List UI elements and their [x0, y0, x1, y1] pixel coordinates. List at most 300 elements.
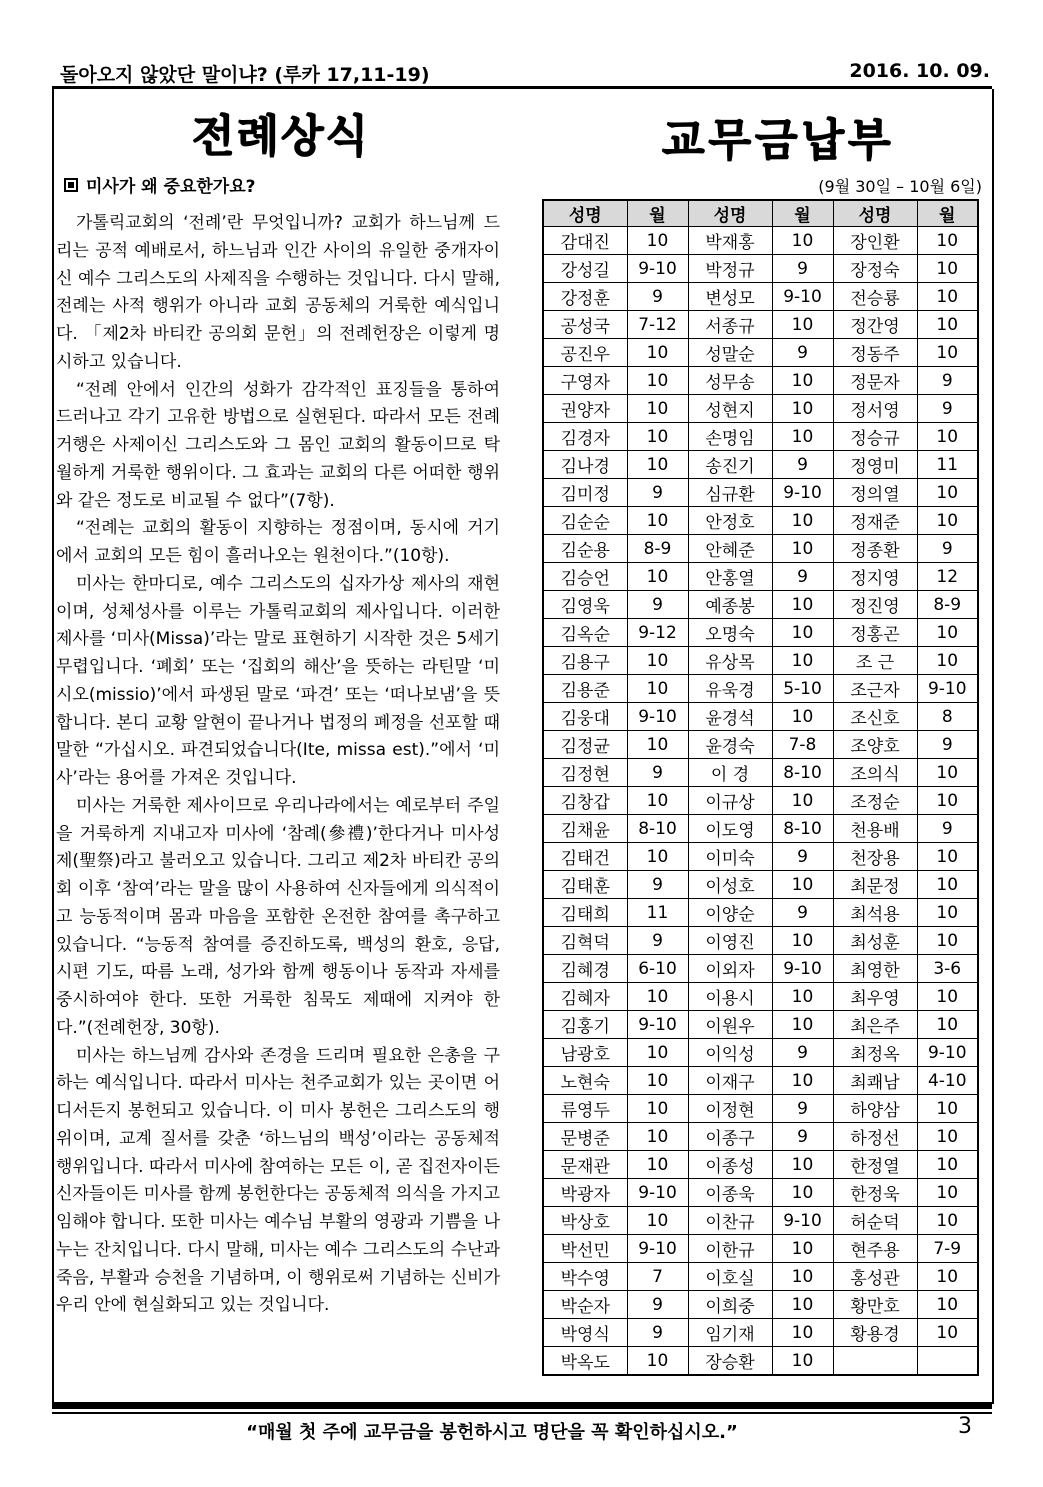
donor-name-cell: 오명숙 — [688, 619, 772, 647]
donor-month-cell: 7-12 — [627, 311, 688, 339]
donor-month-cell: 10 — [627, 787, 688, 815]
donor-name-cell: 김창갑 — [543, 787, 627, 815]
table-row — [543, 1179, 978, 1207]
donor-month-cell: 9 — [917, 535, 978, 563]
donor-name-cell: 조근자 — [833, 675, 917, 703]
donor-month-cell: 10 — [917, 899, 978, 927]
page-header — [52, 58, 992, 88]
donor-month-cell: 8 — [917, 703, 978, 731]
donor-month-cell: 10 — [627, 1039, 688, 1067]
donor-month-cell: 9-10 — [772, 1207, 833, 1235]
donor-name-cell: 박정규 — [688, 255, 772, 283]
donor-month-cell: 9 — [917, 731, 978, 759]
donor-month-cell: 9-10 — [917, 675, 978, 703]
donor-month-cell: 10 — [917, 1207, 978, 1235]
donor-name-cell: 김홍기 — [543, 1011, 627, 1039]
table-row — [543, 1095, 978, 1123]
donor-month-cell: 9 — [917, 395, 978, 423]
donor-name-cell: 김미정 — [543, 479, 627, 507]
donor-month-cell: 9 — [772, 843, 833, 871]
donor-month-cell: 9 — [772, 1095, 833, 1123]
table-row — [543, 227, 978, 255]
donor-month-cell: 10 — [772, 395, 833, 423]
donor-name-cell: 황용경 — [833, 1319, 917, 1347]
donor-name-cell: 박재홍 — [688, 227, 772, 255]
donor-name-cell: 김혁덕 — [543, 927, 627, 955]
donor-name-cell: 성현지 — [688, 395, 772, 423]
donation-table — [542, 199, 979, 1376]
donor-name-cell: 정진영 — [833, 591, 917, 619]
donor-month-cell: 10 — [917, 843, 978, 871]
donor-name-cell: 홍성관 — [833, 1263, 917, 1291]
donor-name-cell: 이용시 — [688, 983, 772, 1011]
donor-month-cell: 9-10 — [627, 1235, 688, 1263]
donor-month-cell: 10 — [917, 1319, 978, 1347]
donor-month-cell: 10 — [917, 759, 978, 787]
donor-month-cell: 10 — [772, 703, 833, 731]
donation-table-body — [543, 227, 978, 1376]
donor-name-cell: 김정현 — [543, 759, 627, 787]
table-row — [543, 255, 978, 283]
donor-month-cell: 10 — [772, 1291, 833, 1319]
donor-month-cell: 10 — [627, 367, 688, 395]
column-header-month: 월 — [627, 200, 688, 227]
donor-month-cell: 3-6 — [917, 955, 978, 983]
donor-name-cell: 이종구 — [688, 1123, 772, 1151]
donor-name-cell: 성무송 — [688, 367, 772, 395]
donor-name-cell: 박선민 — [543, 1235, 627, 1263]
donor-month-cell: 9 — [772, 899, 833, 927]
donor-month-cell: 10 — [627, 227, 688, 255]
donor-name-cell: 박상호 — [543, 1207, 627, 1235]
table-row — [543, 731, 978, 759]
donor-month-cell: 8-10 — [772, 759, 833, 787]
donor-name-cell: 정지영 — [833, 563, 917, 591]
donor-month-cell: 10 — [917, 1011, 978, 1039]
table-row — [543, 563, 978, 591]
donor-month-cell: 6-10 — [627, 955, 688, 983]
table-header-row — [543, 200, 978, 227]
donor-name-cell: 조정순 — [833, 787, 917, 815]
donor-month-cell: 10 — [627, 423, 688, 451]
donation-title: 교무금납부 — [662, 115, 895, 166]
table-row — [543, 843, 978, 871]
donor-name-cell: 천장용 — [833, 843, 917, 871]
donor-month-cell: 9-10 — [772, 955, 833, 983]
donor-month-cell: 10 — [917, 619, 978, 647]
donor-month-cell: 5-10 — [772, 675, 833, 703]
donor-name-cell: 안홍열 — [688, 563, 772, 591]
donor-month-cell: 4-10 — [917, 1067, 978, 1095]
donor-month-cell: 10 — [627, 1347, 688, 1376]
table-row — [543, 983, 978, 1011]
table-row — [543, 451, 978, 479]
donor-month-cell: 10 — [772, 423, 833, 451]
donor-name-cell: 최쾌남 — [833, 1067, 917, 1095]
donor-name-cell: 최석용 — [833, 899, 917, 927]
article-paragraph: 미사는 거룩한 제사이므로 우리나라에서는 예로부터 주일을 거룩하게 지내고자 미사에 ‘참례(參禮)’한다거나 미사성제(聖祭)라고 불러오고 있습니다. 그리고 제2차 바티칸 공의회 이후 ‘참여’라는 말을 많이 사용하여 신자들에게 의식적이고 능동적이며 몸과 마음을 포함한 온전한 참여를 촉구하고 있습니다. “능동적 참여를 증진하도록, 백성의 환호, 응답, 시편 기도, 따름 노래, 성가와 함께 행동이나 동작과 자세를 중시하여야 한다. 또한 거룩한 침묵도 제때에 지켜야 한다.”(전례헌장, 30항). — [56, 795, 500, 1038]
donor-month-cell: 11 — [627, 899, 688, 927]
donor-month-cell: 9 — [772, 339, 833, 367]
donor-month-cell: 8-9 — [917, 591, 978, 619]
donor-name-cell: 김경자 — [543, 423, 627, 451]
donor-month-cell: 10 — [772, 619, 833, 647]
donor-month-cell: 10 — [627, 1151, 688, 1179]
donor-month-cell: 8-10 — [627, 815, 688, 843]
donor-name-cell: 박광자 — [543, 1179, 627, 1207]
donor-month-cell: 10 — [772, 927, 833, 955]
donor-month-cell: 10 — [627, 675, 688, 703]
donor-name-cell: 최우영 — [833, 983, 917, 1011]
donor-name-cell: 정의열 — [833, 479, 917, 507]
donor-month-cell: 10 — [917, 255, 978, 283]
donor-name-cell: 김용구 — [543, 647, 627, 675]
donor-month-cell: 10 — [772, 1011, 833, 1039]
donor-month-cell: 12 — [917, 563, 978, 591]
donor-name-cell: 이미숙 — [688, 843, 772, 871]
donor-month-cell: 9 — [627, 927, 688, 955]
table-row — [543, 367, 978, 395]
donor-month-cell: 10 — [627, 1067, 688, 1095]
donor-month-cell: 10 — [627, 507, 688, 535]
donor-name-cell: 김웅대 — [543, 703, 627, 731]
footer-slogan: “매월 첫 주에 교무금을 봉헌하시고 명단을 꼭 확인하십시오.” — [246, 1422, 738, 1443]
donor-month-cell: 10 — [772, 367, 833, 395]
donor-month-cell: 9 — [627, 1291, 688, 1319]
donor-month-cell: 10 — [917, 787, 978, 815]
donor-name-cell: 류영두 — [543, 1095, 627, 1123]
donor-name-cell: 장인환 — [833, 227, 917, 255]
donor-name-cell: 이찬규 — [688, 1207, 772, 1235]
donor-name-cell: 구영자 — [543, 367, 627, 395]
donor-name-cell: 이종욱 — [688, 1179, 772, 1207]
article-paragraph: 미사는 한마디로, 예수 그리스도의 십자가상 제사의 재현이며, 성체성사를 이루는 가톨릭교회의 제사입니다. 이러한 제사를 ‘미사(Missa)’라는 말로 표현하기 시작한 것은 5세기 무렵입니다. ‘폐회’ 또는 ‘집회의 해산’을 뜻하는 라틴말 ‘미시오(missio)’에서 파생된 말로 ‘파견’ 또는 ‘떠나보냄’을 뜻합니다. 본디 교황 알현이 끝나거나 법정의 폐정을 선포할 때 말한 “가십시오. 파견되었습니다(Ite, missa est).”에서 ‘미사’라는 용어를 가져온 것입니다. — [56, 573, 500, 788]
donor-name-cell: 김정균 — [543, 731, 627, 759]
donor-month-cell: 9 — [772, 1123, 833, 1151]
donor-name-cell: 조신호 — [833, 703, 917, 731]
column-header-name: 성명 — [688, 200, 772, 227]
donor-month-cell: 9 — [627, 591, 688, 619]
donor-name-cell: 박수영 — [543, 1263, 627, 1291]
donor-name-cell: 김승언 — [543, 563, 627, 591]
donor-name-cell: 예종봉 — [688, 591, 772, 619]
gospel-verse: 돌아오지 않았단 말이냐? (루카 17,11-19) — [60, 64, 430, 86]
donor-month-cell: 10 — [917, 1123, 978, 1151]
table-row — [543, 339, 978, 367]
donor-name-cell: 손명임 — [688, 423, 772, 451]
donor-name-cell: 정서영 — [833, 395, 917, 423]
donor-month-cell: 10 — [917, 1263, 978, 1291]
donor-month-cell: 10 — [917, 423, 978, 451]
donor-month-cell: 10 — [772, 983, 833, 1011]
donor-name-cell: 조 근 — [833, 647, 917, 675]
table-row — [543, 703, 978, 731]
donor-name-cell: 이양순 — [688, 899, 772, 927]
donor-name-cell: 이정현 — [688, 1095, 772, 1123]
column-header-month: 월 — [772, 200, 833, 227]
table-row — [543, 535, 978, 563]
donor-name-cell: 김순순 — [543, 507, 627, 535]
donor-name-cell: 정재준 — [833, 507, 917, 535]
donor-name-cell: 최은주 — [833, 1011, 917, 1039]
donor-name-cell: 김혜경 — [543, 955, 627, 983]
table-row — [543, 675, 978, 703]
donor-name-cell: 안혜준 — [688, 535, 772, 563]
donor-name-cell: 최문정 — [833, 871, 917, 899]
donor-name-cell: 이한규 — [688, 1235, 772, 1263]
donor-name-cell: 김태건 — [543, 843, 627, 871]
table-row — [543, 479, 978, 507]
donation-period: (9월 30일 – 10월 6일) — [818, 177, 982, 196]
donor-month-cell: 10 — [627, 395, 688, 423]
donor-name-cell: 임기재 — [688, 1319, 772, 1347]
donor-name-cell: 박옥도 — [543, 1347, 627, 1376]
donor-name-cell: 이성호 — [688, 871, 772, 899]
donor-month-cell: 8-10 — [772, 815, 833, 843]
table-row — [543, 1263, 978, 1291]
donor-name-cell: 허순덕 — [833, 1207, 917, 1235]
donor-name-cell: 유욱경 — [688, 675, 772, 703]
donor-month-cell: 9 — [772, 451, 833, 479]
donor-month-cell: 9-10 — [627, 255, 688, 283]
donor-month-cell: 7-8 — [772, 731, 833, 759]
donor-name-cell: 한정열 — [833, 1151, 917, 1179]
article-body — [56, 210, 500, 1320]
donor-name-cell: 유상목 — [688, 647, 772, 675]
donor-month-cell: 7-9 — [917, 1235, 978, 1263]
donor-month-cell: 10 — [917, 983, 978, 1011]
donor-month-cell: 10 — [772, 1067, 833, 1095]
donor-month-cell: 9 — [627, 871, 688, 899]
column-header-name: 성명 — [833, 200, 917, 227]
donor-name-cell: 정문자 — [833, 367, 917, 395]
donor-month-cell: 9-10 — [772, 283, 833, 311]
donor-month-cell: 9 — [627, 283, 688, 311]
table-row — [543, 815, 978, 843]
donor-month-cell: 10 — [917, 871, 978, 899]
donor-month-cell: 10 — [917, 227, 978, 255]
question-text: 미사가 왜 중요한가요? — [86, 177, 256, 197]
donor-month-cell: 10 — [772, 591, 833, 619]
donor-name-cell: 이종성 — [688, 1151, 772, 1179]
donor-month-cell: 10 — [917, 283, 978, 311]
donor-name-cell: 천용배 — [833, 815, 917, 843]
donor-month-cell: 10 — [772, 647, 833, 675]
donor-month-cell: 10 — [627, 983, 688, 1011]
donor-month-cell — [917, 1347, 978, 1376]
donor-month-cell: 9-10 — [627, 1179, 688, 1207]
donor-month-cell: 10 — [772, 1151, 833, 1179]
donor-name-cell: 한정욱 — [833, 1179, 917, 1207]
table-row — [543, 1067, 978, 1095]
donor-name-cell: 김옥순 — [543, 619, 627, 647]
donor-name-cell: 이호실 — [688, 1263, 772, 1291]
donor-month-cell: 10 — [917, 339, 978, 367]
donor-name-cell: 이원우 — [688, 1011, 772, 1039]
donor-name-cell: 최성훈 — [833, 927, 917, 955]
donor-name-cell: 변성모 — [688, 283, 772, 311]
donor-name-cell: 김나경 — [543, 451, 627, 479]
donor-month-cell: 9 — [772, 1039, 833, 1067]
donor-name-cell: 조양호 — [833, 731, 917, 759]
table-row — [543, 507, 978, 535]
donor-month-cell: 10 — [917, 1151, 978, 1179]
donor-name-cell: 송진기 — [688, 451, 772, 479]
donor-name-cell: 이재구 — [688, 1067, 772, 1095]
donor-name-cell: 정홍곤 — [833, 619, 917, 647]
donor-name-cell: 김채윤 — [543, 815, 627, 843]
donor-name-cell: 권양자 — [543, 395, 627, 423]
donor-name-cell: 공진우 — [543, 339, 627, 367]
donor-month-cell: 10 — [772, 507, 833, 535]
donor-name-cell — [833, 1347, 917, 1376]
donor-month-cell: 10 — [917, 1291, 978, 1319]
donor-month-cell: 10 — [627, 1123, 688, 1151]
donor-name-cell: 감대진 — [543, 227, 627, 255]
donor-name-cell: 하정선 — [833, 1123, 917, 1151]
donor-month-cell: 10 — [627, 339, 688, 367]
footer-rule-thin — [52, 1412, 992, 1414]
donor-month-cell: 9 — [772, 563, 833, 591]
issue-date: 2016. 10. 09. — [849, 60, 990, 82]
donor-month-cell: 10 — [917, 927, 978, 955]
donor-month-cell: 10 — [772, 1179, 833, 1207]
donor-name-cell: 김영욱 — [543, 591, 627, 619]
donor-month-cell: 10 — [627, 731, 688, 759]
table-row — [543, 647, 978, 675]
donor-month-cell: 9-12 — [627, 619, 688, 647]
table-row — [543, 1039, 978, 1067]
donor-month-cell: 10 — [627, 563, 688, 591]
donor-month-cell: 10 — [627, 1095, 688, 1123]
donor-name-cell: 문병준 — [543, 1123, 627, 1151]
donor-name-cell: 이도영 — [688, 815, 772, 843]
donor-month-cell: 10 — [917, 647, 978, 675]
column-header-name: 성명 — [543, 200, 627, 227]
article-paragraph: “전례 안에서 인간의 성화가 감각적인 표징들을 통하여 드러나고 각기 고유한 방법으로 실현된다. 따라서 모든 전례 거행은 사제이신 그리스도와 그 몸인 교회의 활동이므로 탁월하게 거룩한 행위이다. 그 효과는 교회의 다른 어떠한 행위와 같은 정도로 비교될 수 없다”(7항). — [56, 379, 500, 511]
donor-name-cell: 장정숙 — [833, 255, 917, 283]
table-row — [543, 1011, 978, 1039]
table-row — [543, 1291, 978, 1319]
donor-name-cell: 김혜자 — [543, 983, 627, 1011]
donor-name-cell: 강정훈 — [543, 283, 627, 311]
table-row — [543, 1319, 978, 1347]
donor-month-cell: 10 — [917, 507, 978, 535]
table-row — [543, 899, 978, 927]
donor-name-cell: 정종환 — [833, 535, 917, 563]
table-row — [543, 1207, 978, 1235]
table-row — [543, 787, 978, 815]
donor-name-cell: 성말순 — [688, 339, 772, 367]
donor-name-cell: 정영미 — [833, 451, 917, 479]
donor-month-cell: 9 — [627, 1319, 688, 1347]
donor-month-cell: 10 — [627, 1207, 688, 1235]
donor-name-cell: 공성국 — [543, 311, 627, 339]
donor-name-cell: 하양삼 — [833, 1095, 917, 1123]
donor-month-cell: 10 — [772, 535, 833, 563]
table-row — [543, 283, 978, 311]
footer-rule-thick — [52, 1404, 992, 1409]
donor-month-cell: 10 — [917, 1179, 978, 1207]
donor-name-cell: 김순용 — [543, 535, 627, 563]
donor-name-cell: 김용준 — [543, 675, 627, 703]
donor-month-cell: 10 — [772, 1319, 833, 1347]
donor-month-cell: 7 — [627, 1263, 688, 1291]
donor-name-cell: 황만호 — [833, 1291, 917, 1319]
table-row — [543, 1151, 978, 1179]
table-row — [543, 619, 978, 647]
article-paragraph: 가톨릭교회의 ‘전례’란 무엇입니까? 교회가 하느님께 드리는 공적 예배로서, 하느님과 인간 사이의 유일한 중개자이신 예수 그리스도의 사제직을 수행하는 것입니다. 다시 말해, 전례는 사적 행위가 아니라 교회 공동체의 거룩한 예식입니다. 「제2차 바티칸 공의회 문헌」의 전례헌장은 이렇게 명시하고 있습니다. — [56, 213, 500, 372]
donor-name-cell: 정동주 — [833, 339, 917, 367]
donor-month-cell: 11 — [917, 451, 978, 479]
table-row — [543, 395, 978, 423]
donor-month-cell: 10 — [917, 479, 978, 507]
article-paragraph: “전례는 교회의 활동이 지향하는 정점이며, 동시에 거기에서 교회의 모든 힘이 흘러나오는 원천이다.”(10항). — [56, 518, 500, 566]
donor-name-cell: 조의식 — [833, 759, 917, 787]
donor-name-cell: 현주용 — [833, 1235, 917, 1263]
donor-month-cell: 9 — [772, 255, 833, 283]
donor-name-cell: 심규환 — [688, 479, 772, 507]
donor-month-cell: 9 — [627, 759, 688, 787]
table-row — [543, 955, 978, 983]
donor-month-cell: 10 — [772, 1347, 833, 1376]
donor-name-cell: 윤경숙 — [688, 731, 772, 759]
donor-name-cell: 김태희 — [543, 899, 627, 927]
donor-name-cell: 김태훈 — [543, 871, 627, 899]
table-row — [543, 591, 978, 619]
table-row — [543, 423, 978, 451]
donor-name-cell: 이규상 — [688, 787, 772, 815]
donor-month-cell: 10 — [772, 311, 833, 339]
donor-name-cell: 노현숙 — [543, 1067, 627, 1095]
table-row — [543, 871, 978, 899]
donor-name-cell: 전승룡 — [833, 283, 917, 311]
table-row — [543, 311, 978, 339]
donor-month-cell: 10 — [772, 787, 833, 815]
donor-name-cell: 박순자 — [543, 1291, 627, 1319]
donor-month-cell: 9 — [917, 367, 978, 395]
donor-month-cell: 9-10 — [772, 479, 833, 507]
donor-name-cell: 이 경 — [688, 759, 772, 787]
donor-month-cell: 9 — [917, 815, 978, 843]
donor-name-cell: 이영진 — [688, 927, 772, 955]
table-row — [543, 927, 978, 955]
liturgy-title: 전례상식 — [192, 111, 371, 162]
donor-month-cell: 9-10 — [627, 1011, 688, 1039]
donor-month-cell: 10 — [772, 227, 833, 255]
square-bullet-icon — [64, 178, 78, 192]
donor-name-cell: 정승규 — [833, 423, 917, 451]
donor-name-cell: 최정옥 — [833, 1039, 917, 1067]
donor-name-cell: 안정호 — [688, 507, 772, 535]
donor-name-cell: 정간영 — [833, 311, 917, 339]
donor-month-cell: 9 — [627, 479, 688, 507]
donor-month-cell: 9-10 — [917, 1039, 978, 1067]
donor-month-cell: 10 — [772, 871, 833, 899]
column-header-month: 월 — [917, 200, 978, 227]
donor-month-cell: 10 — [772, 1263, 833, 1291]
page-number: 3 — [958, 1414, 972, 1439]
donor-name-cell: 최영한 — [833, 955, 917, 983]
table-row — [543, 759, 978, 787]
donor-month-cell: 9-10 — [627, 703, 688, 731]
table-row — [543, 1347, 978, 1376]
donor-name-cell: 장승환 — [688, 1347, 772, 1376]
donor-name-cell: 박영식 — [543, 1319, 627, 1347]
table-row — [543, 1123, 978, 1151]
donor-name-cell: 이익성 — [688, 1039, 772, 1067]
donor-month-cell: 8-9 — [627, 535, 688, 563]
